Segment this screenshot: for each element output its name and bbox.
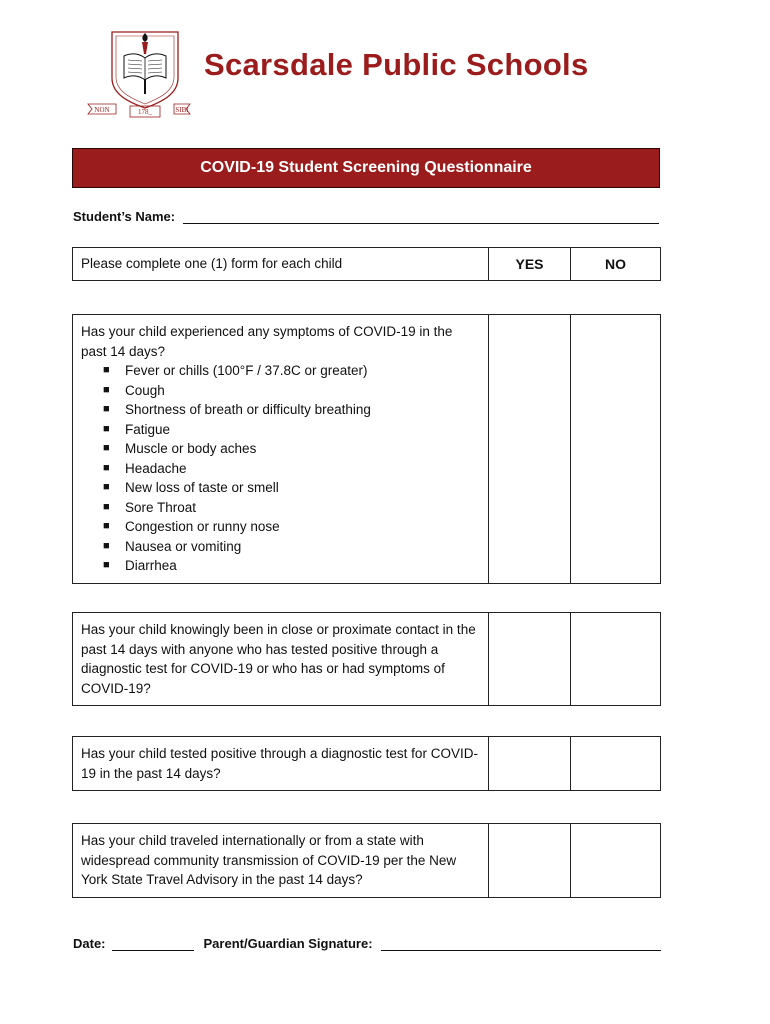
- question-1: [73, 315, 489, 584]
- instructions-text: Please complete one (1) form for each child: [73, 248, 489, 281]
- question-2-table: [72, 612, 661, 706]
- question-1-yes-box[interactable]: [489, 315, 571, 584]
- symptom-list: [81, 361, 480, 576]
- symptom-item: ■ Sore Throat: [103, 498, 480, 518]
- student-name-row: [73, 209, 659, 224]
- question-2-text: Has your child knowingly been in close or proximate contact in the past 14 days with anyone who has tested positive through a diagnostic test for COVID-19 or who has or had symptoms of COVID-19?: [73, 613, 489, 706]
- symptom-item: ■ Shortness of breath or difficulty breathing: [103, 400, 480, 420]
- question-2-no-box[interactable]: [571, 613, 661, 706]
- instructions-table: [72, 247, 661, 281]
- symptom-item: ■ Muscle or body aches: [103, 439, 480, 459]
- question-4-yes-box[interactable]: [489, 824, 571, 898]
- question-3-yes-box[interactable]: [489, 737, 571, 791]
- svg-text:NON: NON: [94, 106, 110, 114]
- question-3-text: Has your child tested positive through a diagnostic test for COVID-19 in the past 14 days?: [73, 737, 489, 791]
- svg-text:178_: 178_: [138, 108, 152, 116]
- form-title-banner: [72, 148, 660, 188]
- question-1-table: [72, 314, 661, 584]
- question-3-table: [72, 736, 661, 791]
- student-name-label: Student’s Name:: [73, 209, 176, 224]
- symptom-item: ■ Fever or chills (100°F / 37.8C or greater): [103, 361, 480, 381]
- form-title: COVID-19 Student Screening Questionnaire: [200, 159, 532, 176]
- question-4-no-box[interactable]: [571, 824, 661, 898]
- yes-column-header: YES: [489, 248, 571, 281]
- signature-label: Parent/Guardian Signature:: [203, 936, 373, 951]
- symptom-item: ■ Congestion or runny nose: [103, 517, 480, 537]
- symptom-item: ■ Nausea or vomiting: [103, 537, 480, 557]
- question-3-no-box[interactable]: [571, 737, 661, 791]
- signature-row: [73, 936, 661, 951]
- student-name-field[interactable]: [183, 209, 659, 224]
- svg-text:SIBI: SIBI: [175, 106, 189, 114]
- signature-field[interactable]: [381, 936, 661, 951]
- symptom-item: ■ New loss of taste or smell: [103, 478, 480, 498]
- question-4-table: [72, 823, 661, 898]
- question-4-text: Has your child traveled internationally or from a state with widespread community transmission of COVID-19 per the New York State Travel Advisory in the past 14 days?: [73, 824, 489, 898]
- symptom-item: ■ Headache: [103, 459, 480, 479]
- date-field[interactable]: [112, 936, 194, 951]
- question-2-yes-box[interactable]: [489, 613, 571, 706]
- school-seal-logo: [80, 30, 192, 122]
- school-name-heading: Scarsdale Public Schools: [204, 47, 589, 82]
- question-1-no-box[interactable]: [571, 315, 661, 584]
- no-column-header: NO: [571, 248, 661, 281]
- date-label: Date:: [73, 936, 106, 951]
- symptom-item: ■ Fatigue: [103, 420, 480, 440]
- symptom-item: ■ Cough: [103, 381, 480, 401]
- symptom-item: ■ Diarrhea: [103, 556, 480, 576]
- question-1-text: Has your child experienced any symptoms of COVID-19 in the past 14 days?: [81, 324, 453, 359]
